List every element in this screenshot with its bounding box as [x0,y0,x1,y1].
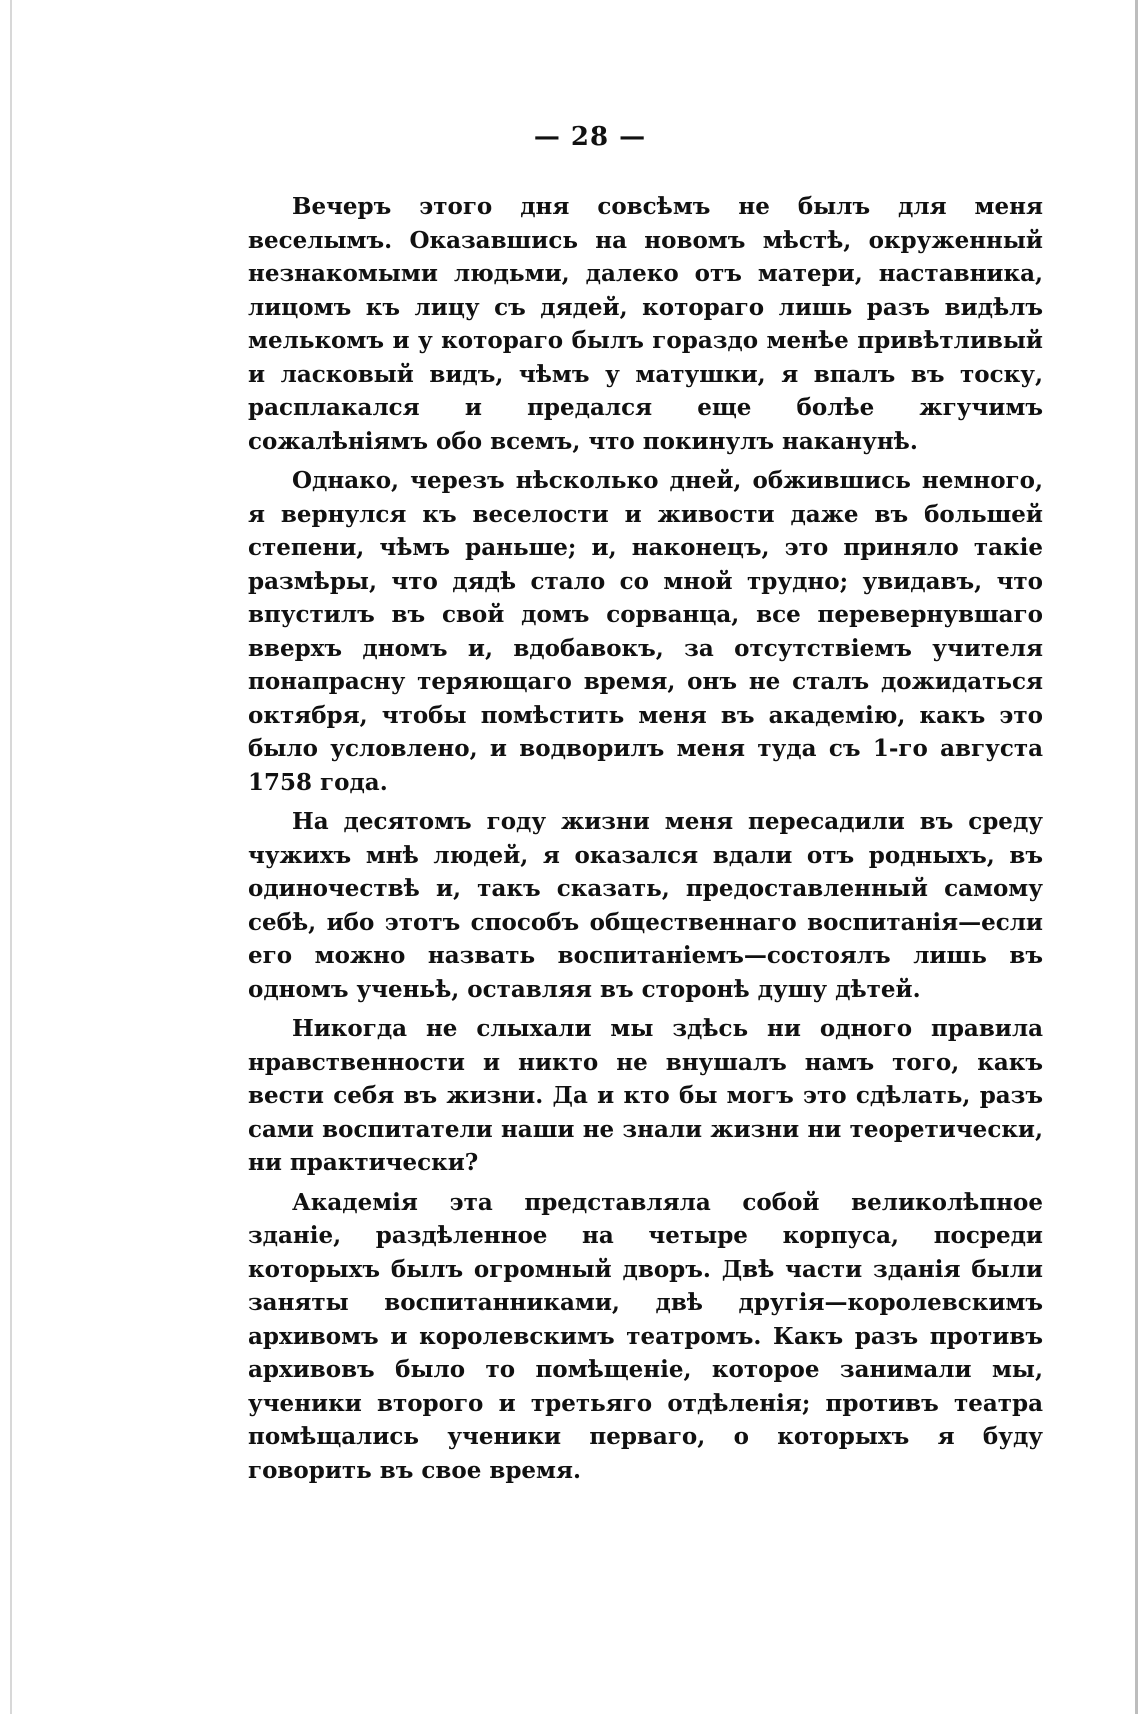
paragraph-1: Вечеръ этого дня совсѣмъ не былъ для меня веселымъ. Оказавшись на новомъ мѣстѣ, окруженный незнакомыми людьми, далеко отъ матери, наставника, лицомъ къ лицу съ дядей, котораго лишь разъ видѣлъ мелькомъ и у котораго былъ гораздо менѣе привѣтливый и ласковый видъ, чѣмъ у матушки, я впалъ въ тоску, расплакался и предался еще болѣе жгучимъ сожалѣніямъ обо всемъ, что покинулъ наканунѣ. [248,193,1043,455]
paragraph-3: На десятомъ году жизни меня пересадили въ среду чужихъ мнѣ людей, я оказался вдали отъ родныхъ, въ одиночествѣ и, такъ сказать, предоставленный самому себѣ, ибо этотъ способъ общественнаго воспитанія—если его можно назвать воспитаніемъ—состоялъ лишь въ одномъ ученьѣ, оставляя въ сторонѣ душу дѣтей. [248,808,1043,1003]
left-page-edge [10,0,12,1714]
paragraph-2: Однако, черезъ нѣсколько дней, обжившись немного, я вернулся къ веселости и живости даже въ большей степени, чѣмъ раньше; и, наконецъ, это приняло такіе размѣры, что дядѣ стало со мной трудно; увидавъ, что впустилъ въ свой домъ сорванца, все перевернувшаго вверхъ дномъ и, вдобавокъ, за отсутствіемъ учителя понапрасну теряющаго время, онъ не сталъ дожидаться октября, чтобы помѣстить меня въ академію, какъ это было условлено, и водворилъ меня туда съ 1-го августа 1758 года. [248,467,1043,796]
text-column [248,190,1043,1493]
paragraph-5: Академія эта представляла собой великолѣпное зданіе, раздѣленное на четыре корпуса, посреди которыхъ былъ огромный дворъ. Двѣ части зданія были заняты воспитанниками, двѣ другія—королевскимъ архивомъ и королевскимъ театромъ. Какъ разъ противъ архивовъ было то помѣщеніе, которое занимали мы, ученики второго и третьяго отдѣленія; противъ театра помѣщались ученики перваго, о которыхъ я буду говорить въ свое время. [248,1188,1043,1484]
paragraph-4: Никогда не слыхали мы здѣсь ни одного правила нравственности и никто не внушалъ намъ того, какъ вести себя въ жизни. Да и кто бы могъ это сдѣлать, разъ сами воспитатели наши не знали жизни ни теоретически, ни практически? [248,1015,1043,1176]
right-page-edge [1135,0,1138,1714]
page-number: — 28 — [533,122,647,152]
